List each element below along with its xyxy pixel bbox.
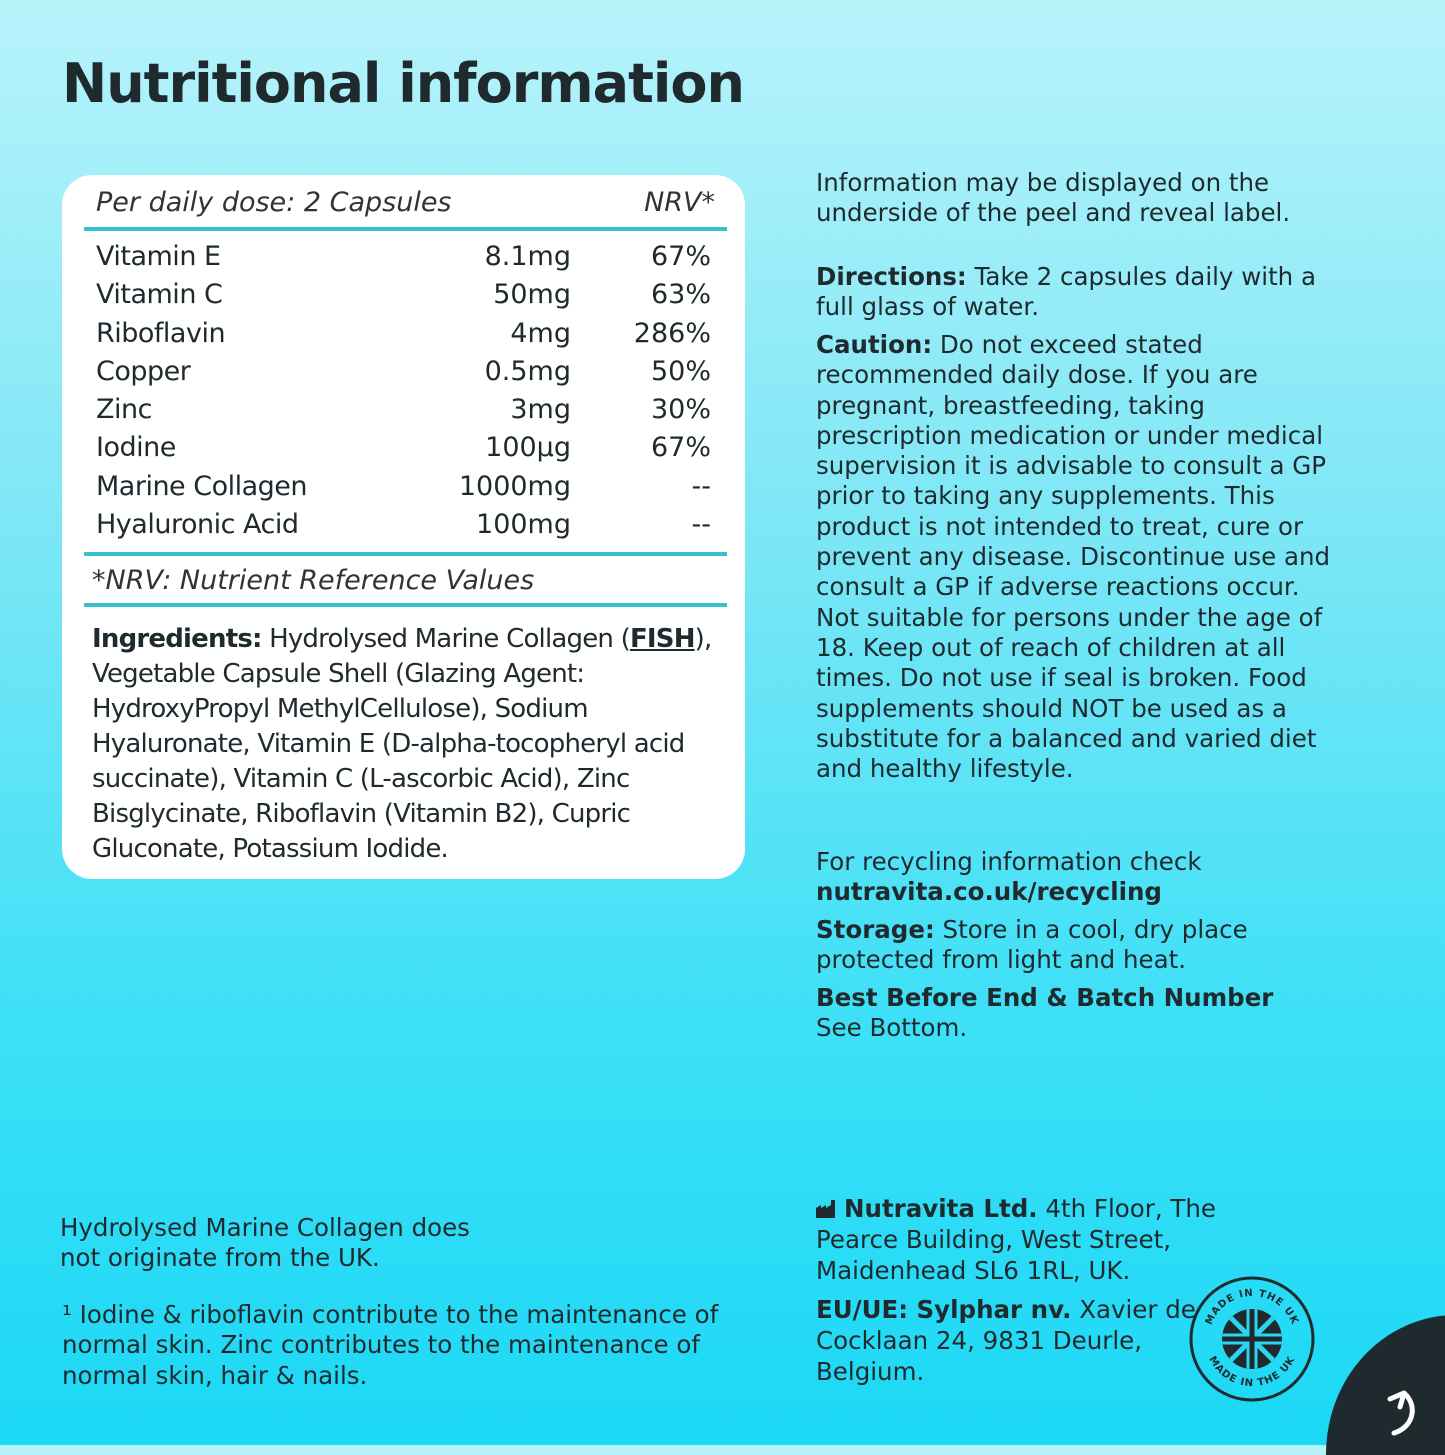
table-divider-top xyxy=(84,227,727,231)
health-claim-footnote xyxy=(62,1300,742,1391)
storage-text: Store in a cool, dry place protected from light and heat. xyxy=(816,915,1248,975)
ingredients-post: ), Vegetable Capsule Shell (Glazing Agent: HydroxyPropyl MethylCellulose), Sodium Hyaluronate, Vitamin E (D-alpha-tocopheryl acid succinate), Vitamin C (L-ascorbic Acid), Zinc Bisglycinate, Riboflavin (Vitamin B2), Cupric Gluconate, Potassium Iodide. xyxy=(92,624,712,864)
company-name: Nutravita Ltd. xyxy=(844,1194,1038,1223)
caution-label: Caution: xyxy=(816,330,933,359)
nutrient-nrv: 286% xyxy=(633,317,711,349)
ingredients-label: Ingredients: xyxy=(92,624,262,654)
daily-dose-header: Per daily dose: 2 Capsules xyxy=(96,187,452,218)
nutrient-nrv: 67% xyxy=(650,432,711,464)
nutrient-amount: 100mg xyxy=(476,509,571,541)
nutrient-amount: 100µg xyxy=(485,432,571,464)
factory-icon xyxy=(816,1200,838,1218)
nrv-footnote: *NRV: Nutrient Reference Values xyxy=(92,565,535,596)
footnote-text: ¹ Iodine & riboflavin contribute to the maintenance of normal skin. Zinc contributes to the maintenance of normal skin, hair & nails. xyxy=(62,1300,719,1390)
best-before xyxy=(816,983,1336,1044)
origin-note xyxy=(60,1213,740,1274)
nutrient-name: Hyaluronic Acid xyxy=(96,509,299,541)
table-row xyxy=(96,509,711,547)
nutrient-name: Marine Collagen xyxy=(96,470,308,502)
nutrient-amount: 3mg xyxy=(510,394,571,426)
nutrient-amount: 0.5mg xyxy=(484,355,571,387)
made-in-uk-badge xyxy=(1187,1274,1317,1404)
nutrient-name: Zinc xyxy=(96,394,152,426)
peel-corner-tab[interactable] xyxy=(1326,1315,1445,1455)
best-before-text: See Bottom. xyxy=(816,1013,968,1043)
nutrient-amount: 50mg xyxy=(493,279,571,311)
nutrient-name: Vitamin C xyxy=(96,279,223,311)
nutrient-name: Riboflavin xyxy=(96,317,226,349)
table-divider-bottom xyxy=(84,603,727,607)
table-row xyxy=(96,471,711,509)
caution-text: Do not exceed stated recommended daily dose. If you are pregnant, breastfeeding, taking prescription medication or under medical supervision it is advisable to consult a GP prior to taking any supplements. This product is not intended to treat, cure or prevent any disease. Discontinue use and consult a GP if adverse reactions occur. Not suitable for persons under the age of 18. Keep out of reach of children at all times. Do not use if seal is broken. Food supplements should NOT be used as a substitute for a balanced and varied diet and healthy lifestyle. xyxy=(816,330,1331,784)
storage xyxy=(816,915,1336,976)
table-row xyxy=(96,356,711,394)
table-divider-middle xyxy=(84,552,727,556)
nutrition-panel xyxy=(62,175,745,879)
nutrient-nrv: 30% xyxy=(650,394,711,426)
nutrient-nrv: 63% xyxy=(650,279,711,311)
caution xyxy=(816,330,1336,784)
nutrient-name: Iodine xyxy=(96,432,176,464)
origin-text: Hydrolysed Marine Collagen does not originate from the UK. xyxy=(60,1213,470,1273)
nutrient-nrv: -- xyxy=(691,470,711,502)
nutrient-amount: 1000mg xyxy=(458,470,571,502)
nutrient-name: Vitamin E xyxy=(96,241,221,272)
peel-label-info xyxy=(816,168,1336,229)
nutrient-nrv: 67% xyxy=(650,241,711,272)
table-header xyxy=(96,187,715,221)
badge-text-bottom: MADE IN THE UK xyxy=(1206,1354,1298,1390)
eu-address: Xavier de Cocklaan 24, 9831 Deurle, Belgium. xyxy=(816,1295,1196,1386)
nutrient-nrv: 50% xyxy=(650,355,711,387)
nutrient-amount: 8.1mg xyxy=(484,241,571,272)
directions-text: Take 2 capsules daily with a full glass of water. xyxy=(816,262,1317,322)
directions-label: Directions: xyxy=(816,262,967,291)
nutrient-table xyxy=(96,241,711,547)
peel-label-text: Information may be displayed on the underside of the peel and reveal label. xyxy=(816,168,1291,228)
nutrient-nrv: -- xyxy=(691,509,711,541)
eu-label: EU/UE: Sylphar nv. xyxy=(816,1295,1072,1324)
table-row xyxy=(96,318,711,356)
allergen-fish: FISH xyxy=(629,624,695,654)
nutrient-name: Copper xyxy=(96,355,191,387)
nrv-header: NRV* xyxy=(644,187,715,218)
table-row xyxy=(96,241,711,279)
recycling-info xyxy=(816,847,1336,908)
storage-label: Storage: xyxy=(816,915,935,944)
table-row xyxy=(96,279,711,317)
badge-text-top: MADE IN THE UK xyxy=(1203,1287,1301,1327)
directions xyxy=(816,262,1336,323)
company-address: 4th Floor, The Pearce Building, West Street, Maidenhead SL6 1RL, UK. xyxy=(816,1194,1216,1285)
recycling-text: For recycling information check xyxy=(816,847,1202,876)
manufacturer-address xyxy=(816,1193,1236,1286)
nutrient-amount: 4mg xyxy=(510,317,571,349)
best-before-label: Best Before End & Batch Number xyxy=(816,983,1274,1012)
ingredients-text xyxy=(92,622,732,867)
table-row xyxy=(96,432,711,470)
page-title: Nutritional information xyxy=(62,52,744,115)
eu-representative xyxy=(816,1294,1236,1387)
ingredients-pre: Hydrolysed Marine Collagen ( xyxy=(261,624,630,654)
recycling-link[interactable]: nutravita.co.uk/recycling xyxy=(816,877,1162,907)
table-row xyxy=(96,394,711,432)
